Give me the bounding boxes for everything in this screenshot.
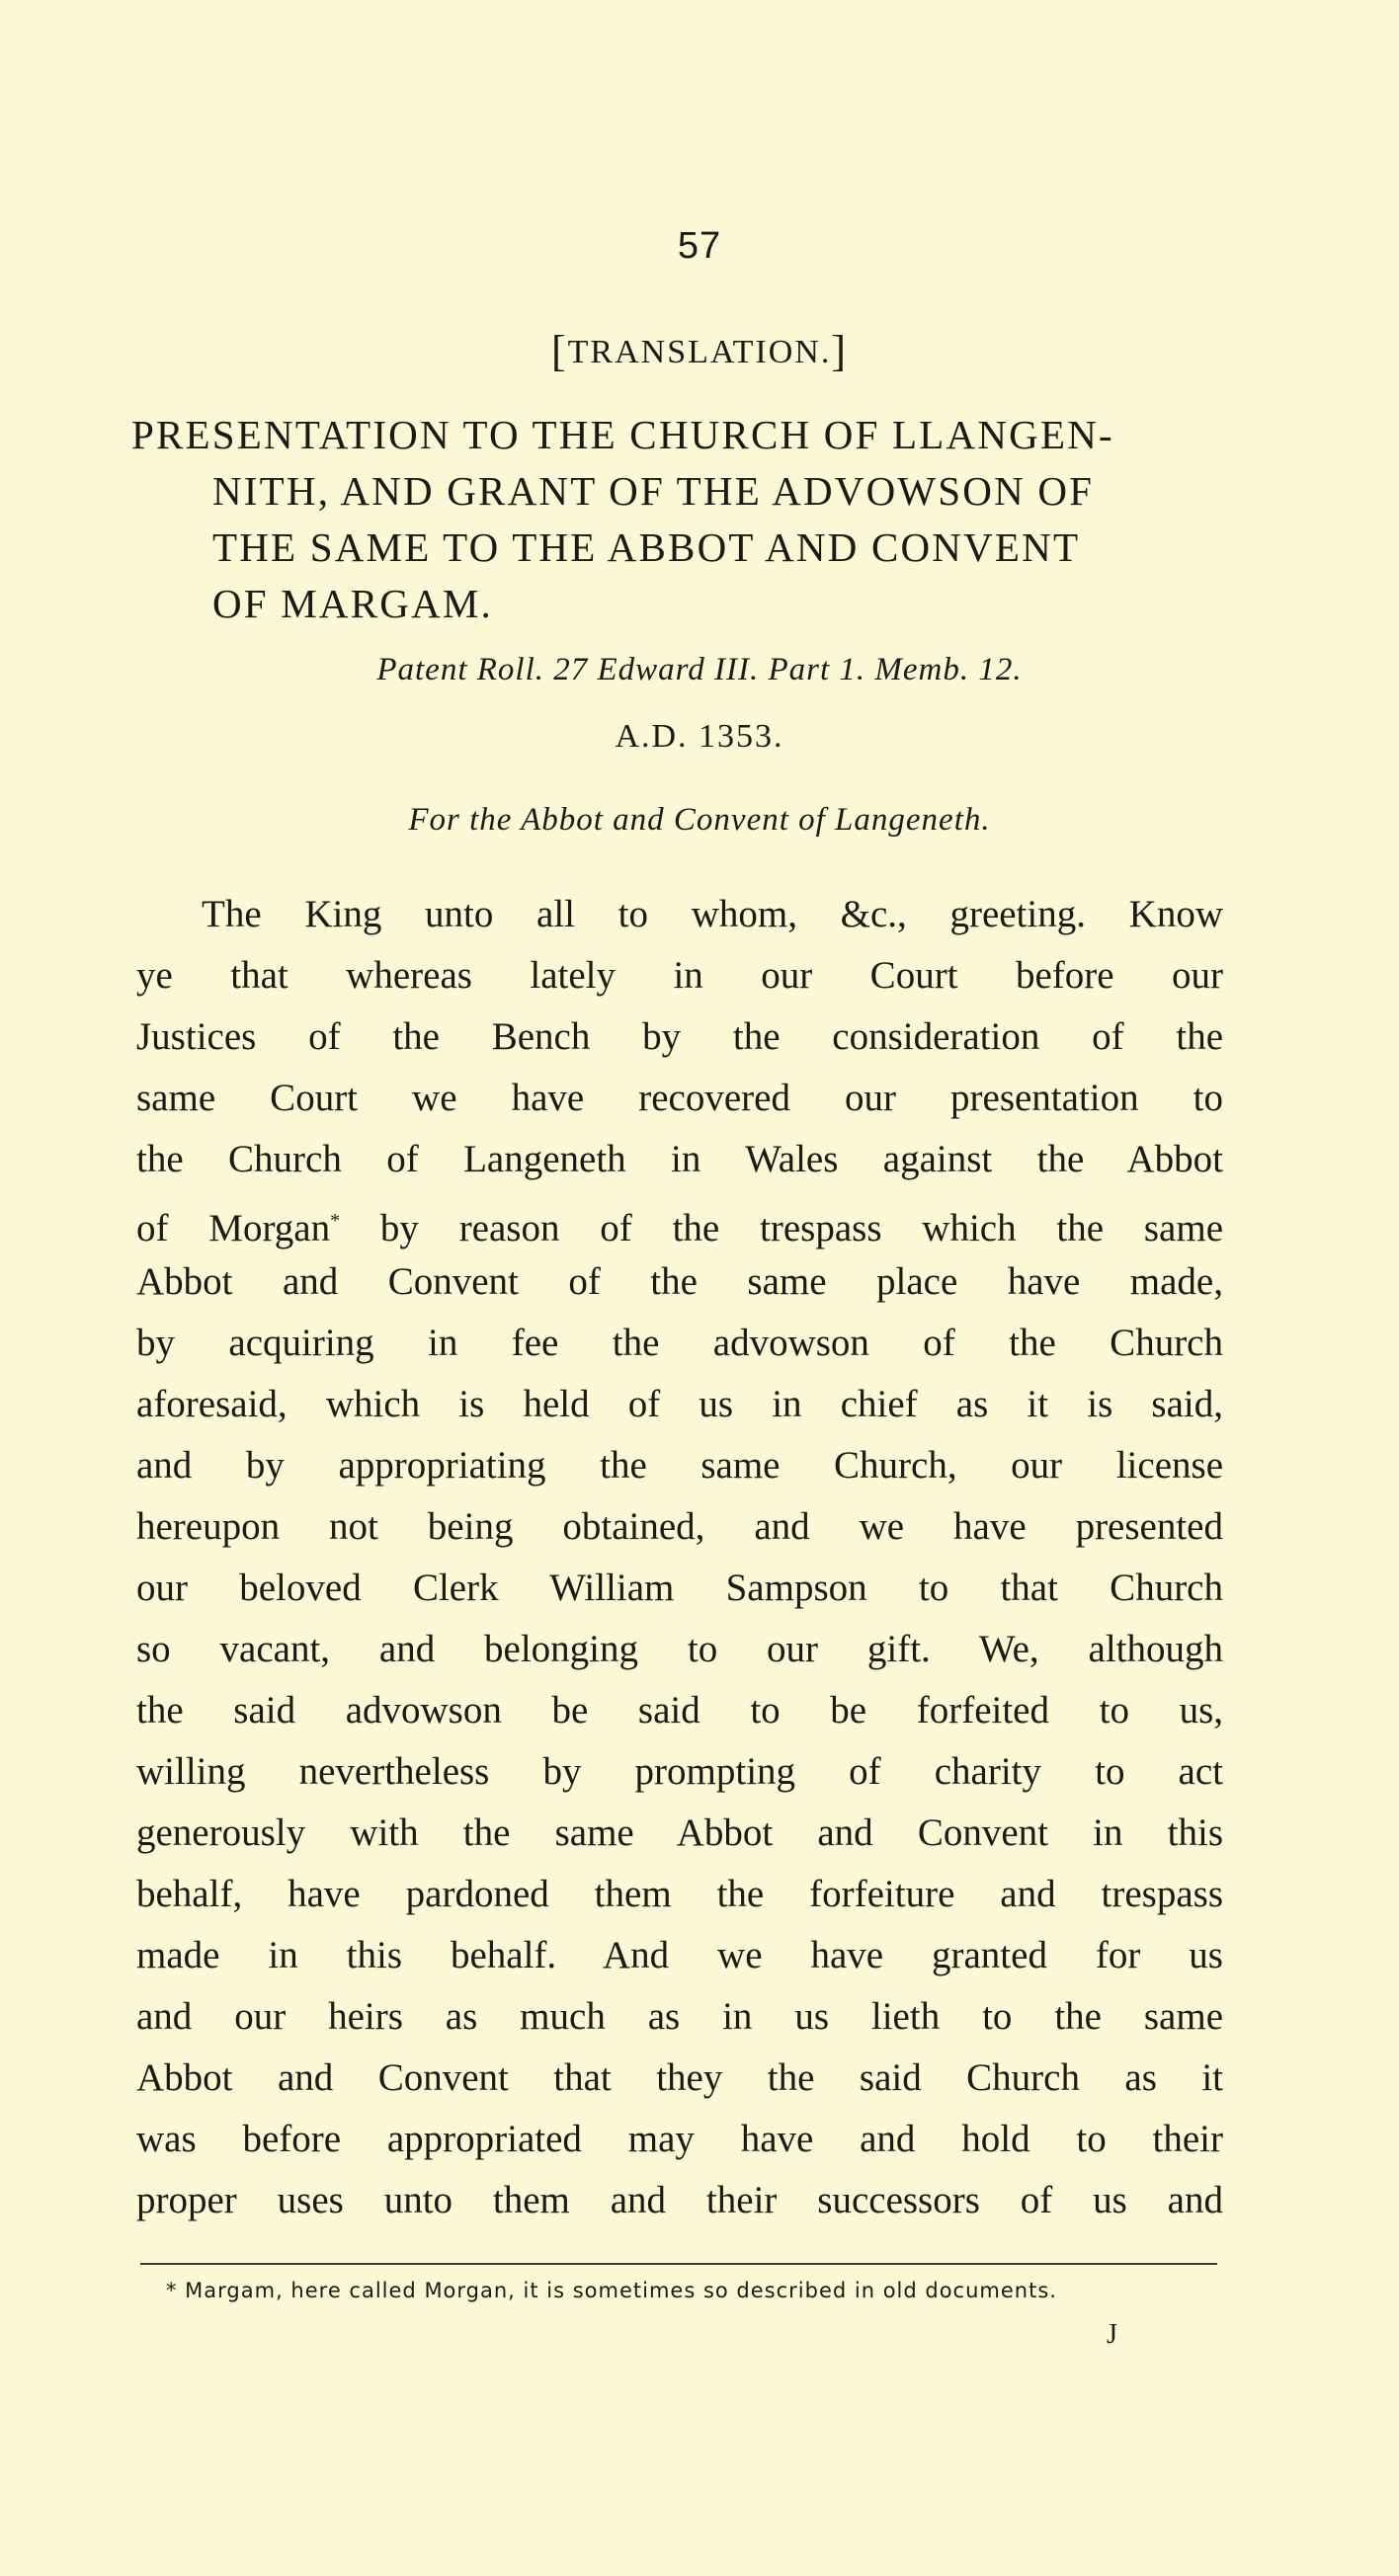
body-line: by acquiring in fee the advowson of the Church (136, 1322, 1223, 1364)
body-line-with-footnote-mark (136, 1190, 1223, 1251)
body-line: the Church of Langeneth in Wales against the Abbot (136, 1138, 1223, 1180)
document-subtitle: For the Abbot and Convent of Langeneth. (408, 802, 991, 838)
body-line: and by appropriating the same Church, our license (136, 1444, 1223, 1487)
body-line: Justices of the Bench by the consideration of the (136, 1015, 1223, 1058)
body-line: Abbot and Convent of the same place have made, (136, 1260, 1223, 1303)
body-line-part: by reason of the trespass which the same (340, 1207, 1224, 1249)
roll-reference: Patent Roll. 27 Edward III. Part 1. Memb. 12. (376, 652, 1023, 687)
body-line-part: of Morgan (136, 1207, 331, 1249)
document-heading (131, 407, 1238, 632)
body-line: proper uses unto them and their successors of us and (136, 2179, 1223, 2221)
heading-line-2: NITH, AND GRANT OF THE ADVOWSON OF (212, 468, 1095, 514)
heading-line-1: PRESENTATION TO THE CHURCH OF LLANGEN- (131, 412, 1114, 457)
translation-label-text: TRANSLATION. (567, 334, 832, 370)
body-text (136, 884, 1223, 2231)
document-date: A.D. 1353. (615, 718, 784, 755)
body-line: The King unto all to whom, &c., greeting. Know (202, 893, 1223, 935)
body-line: and our heirs as much as in us lieth to the same (136, 1995, 1223, 2038)
body-line: so vacant, and belonging to our gift. We, although (136, 1628, 1223, 1670)
footnote-divider (140, 2263, 1217, 2265)
body-line: was before appropriated may have and hold to their (136, 2118, 1223, 2160)
translation-label (0, 326, 1399, 376)
signature-mark: J (1107, 2319, 1117, 2350)
body-line: same Court we have recovered our presentation to (136, 1077, 1223, 1119)
heading-line-4: OF MARGAM. (212, 581, 493, 626)
close-bracket: ] (831, 327, 849, 375)
footnote: * Margam, here called Morgan, it is sometimes so described in old documents. (166, 2279, 1057, 2302)
open-bracket: [ (550, 327, 568, 375)
body-line: the said advowson be said to be forfeited to us, (136, 1689, 1223, 1731)
body-line: generously with the same Abbot and Convent in this (136, 1811, 1223, 1854)
body-line: behalf, have pardoned them the forfeiture and trespass (136, 1873, 1223, 1915)
body-line: ye that whereas lately in our Court before our (136, 954, 1223, 997)
body-line: aforesaid, which is held of us in chief as it is said, (136, 1383, 1223, 1425)
page-number: 57 (677, 225, 722, 267)
body-line: made in this behalf. And we have granted for us (136, 1934, 1223, 1976)
footnote-marker: * (330, 1210, 341, 1232)
body-line: Abbot and Convent that they the said Church as it (136, 2056, 1223, 2099)
body-line: willing nevertheless by prompting of charity to act (136, 1750, 1223, 1793)
body-line: our beloved Clerk William Sampson to that Church (136, 1567, 1223, 1609)
body-line: hereupon not being obtained, and we have presented (136, 1505, 1223, 1548)
heading-line-3: THE SAME TO THE ABBOT AND CONVENT (212, 524, 1081, 570)
